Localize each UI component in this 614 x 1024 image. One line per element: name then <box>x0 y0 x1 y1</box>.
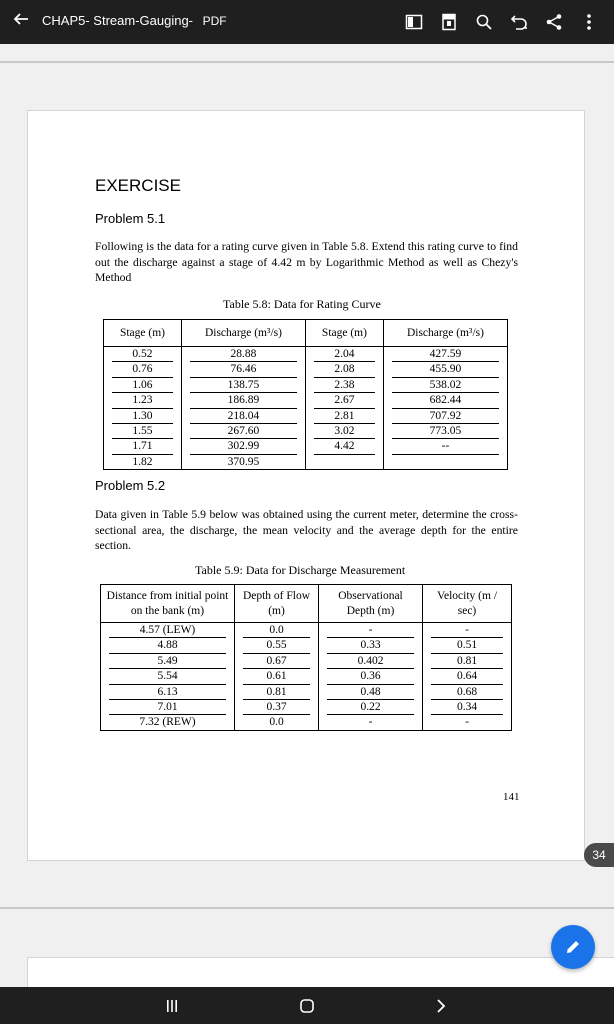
home-icon <box>299 998 315 1014</box>
cell-value: -- <box>392 439 499 454</box>
table-cell <box>181 362 305 377</box>
cell-value: 1.71 <box>112 439 173 454</box>
column-header: Depth of Flow (m) <box>235 585 319 623</box>
table-cell <box>181 424 305 439</box>
cell-value: - <box>431 623 503 638</box>
table-cell <box>104 362 182 377</box>
table-cell: 7.32 (REW) <box>101 715 235 730</box>
cell-value: 4.42 <box>314 439 375 454</box>
bookmark-icon[interactable] <box>431 10 466 34</box>
table-cell <box>319 700 423 715</box>
cell-value: 0.52 <box>112 347 173 362</box>
reading-mode-icon[interactable] <box>396 10 431 34</box>
column-header: Discharge (m³/s) <box>383 320 507 347</box>
table-row <box>104 439 508 454</box>
table-cell <box>383 424 507 439</box>
table-cell <box>305 409 383 424</box>
table-cell: 1.82 <box>104 455 182 470</box>
table-cell <box>235 685 319 700</box>
table-cell <box>383 362 507 377</box>
cell-value: 1.55 <box>112 424 173 439</box>
table-cell <box>383 455 507 470</box>
table-cell: 370.95 <box>181 455 305 470</box>
search-icon[interactable] <box>466 10 501 34</box>
cell-value: 2.81 <box>314 409 375 424</box>
table-row <box>104 424 508 439</box>
table-cell <box>104 424 182 439</box>
cell-value: 0.37 <box>243 700 310 715</box>
table-cell <box>101 638 235 653</box>
cell-value: 2.08 <box>314 362 375 377</box>
share-icon[interactable] <box>536 10 571 34</box>
table-cell <box>305 378 383 393</box>
table-row <box>104 409 508 424</box>
file-type: PDF <box>202 14 227 28</box>
cell-value: 0.0 <box>243 623 310 638</box>
cell-value: 4.88 <box>109 638 226 653</box>
table-cell <box>104 409 182 424</box>
cell-value: 773.05 <box>392 424 499 439</box>
table-cell <box>305 439 383 454</box>
table-cell <box>181 378 305 393</box>
cell-value: 0.33 <box>327 638 414 653</box>
cell-value: 0.36 <box>327 669 414 684</box>
table-cell <box>383 439 507 454</box>
table-cell <box>383 347 507 363</box>
table-cell <box>383 378 507 393</box>
cell-value: 0.68 <box>431 685 503 700</box>
table-row <box>101 638 512 653</box>
back-chevron-icon <box>435 998 447 1014</box>
column-header: Discharge (m³/s) <box>181 320 305 347</box>
cell-value: 1.30 <box>112 409 173 424</box>
table-cell <box>305 393 383 408</box>
cell-value: 6.13 <box>109 685 226 700</box>
cell-value: 28.88 <box>190 347 297 362</box>
cell-value: 2.38 <box>314 378 375 393</box>
table-cell <box>235 623 319 639</box>
cell-value: 682.44 <box>392 393 499 408</box>
table-cell <box>101 669 235 684</box>
table-cell <box>101 654 235 669</box>
rating-curve-table <box>103 319 508 470</box>
table-cell <box>101 700 235 715</box>
pencil-icon <box>564 938 582 956</box>
page-divider <box>0 61 614 63</box>
pdf-page[interactable] <box>27 110 585 861</box>
table-cell <box>319 623 423 639</box>
exercise-heading: EXERCISE <box>95 176 181 195</box>
table-cell <box>305 362 383 377</box>
table-cell <box>181 347 305 363</box>
cell-value: 0.51 <box>431 638 503 653</box>
table-header-row <box>101 585 512 623</box>
cell-value: 3.02 <box>314 424 375 439</box>
table-cell <box>235 700 319 715</box>
table-cell <box>101 685 235 700</box>
column-header: Stage (m) <box>305 320 383 347</box>
cell-value: 0.76 <box>112 362 173 377</box>
cell-value: 186.89 <box>190 393 297 408</box>
cell-value: 427.59 <box>392 347 499 362</box>
cell-value: 0.22 <box>327 700 414 715</box>
discharge-measurement-table <box>100 584 512 731</box>
table-row <box>104 393 508 408</box>
table-row <box>104 455 508 470</box>
problem-5-1-label: Problem 5.1 <box>95 211 166 226</box>
cell-value: 267.60 <box>190 424 297 439</box>
table-header-row <box>104 320 508 347</box>
cell-value: 538.02 <box>392 378 499 393</box>
table-cell <box>181 409 305 424</box>
cell-value: - <box>327 623 414 638</box>
edit-fab-button[interactable] <box>551 925 595 969</box>
table-row <box>101 654 512 669</box>
cell-value: 0.81 <box>243 685 310 700</box>
cell-value: 7.01 <box>109 700 226 715</box>
table-cell <box>423 623 512 639</box>
toolbar-actions <box>396 10 606 34</box>
cell-value: 0.48 <box>327 685 414 700</box>
app-bar <box>0 0 614 44</box>
recents-icon <box>165 999 179 1013</box>
table-cell: 0.0 <box>235 715 319 730</box>
table-cell <box>423 685 512 700</box>
table-cell <box>383 409 507 424</box>
cell-value: 0.64 <box>431 669 503 684</box>
table-row <box>101 685 512 700</box>
problem-5-2-label: Problem 5.2 <box>95 478 166 493</box>
table-cell <box>305 424 383 439</box>
undo-icon[interactable] <box>501 10 536 34</box>
table-row <box>104 378 508 393</box>
table-cell: - <box>423 715 512 730</box>
table-row <box>104 347 508 363</box>
document-title <box>42 13 227 28</box>
table-cell <box>423 638 512 653</box>
cell-value: 302.99 <box>190 439 297 454</box>
table-5-9-caption: Table 5.9: Data for Discharge Measurement <box>195 563 406 577</box>
back-arrow-icon[interactable] <box>12 10 30 33</box>
table-cell <box>101 623 235 639</box>
cell-value: 707.92 <box>392 409 499 424</box>
cell-value: 0.34 <box>431 700 503 715</box>
table-cell <box>235 638 319 653</box>
cell-value: 0.67 <box>243 654 310 669</box>
table-cell <box>423 700 512 715</box>
cell-value: 2.04 <box>314 347 375 362</box>
table-cell <box>319 669 423 684</box>
back-button[interactable] <box>421 995 461 1017</box>
table-row <box>101 623 512 639</box>
table-cell <box>104 439 182 454</box>
recents-button[interactable] <box>152 995 192 1017</box>
table-row <box>104 362 508 377</box>
file-name: CHAP5- Stream-Gauging- <box>42 13 193 28</box>
cell-value: 0.402 <box>327 654 414 669</box>
table-cell: - <box>319 715 423 730</box>
column-header: Velocity (m / sec) <box>423 585 512 623</box>
table-cell <box>383 393 507 408</box>
cell-value: 0.55 <box>243 638 310 653</box>
table-cell <box>235 669 319 684</box>
problem-5-2-text: Data given in Table 5.9 below was obtained using the current meter, determine the cross-sectional area, the discharge, the mean velocity and the average depth for the entire section. <box>95 508 518 552</box>
table-cell <box>305 347 383 363</box>
cell-value: 1.06 <box>112 378 173 393</box>
column-header: Distance from initial point on the bank (m) <box>101 585 235 623</box>
table-row <box>101 715 512 730</box>
table-cell <box>181 439 305 454</box>
table-cell <box>423 669 512 684</box>
page-indicator-badge: 34 <box>584 843 614 867</box>
column-header: Observational Depth (m) <box>319 585 423 623</box>
table-cell <box>423 654 512 669</box>
cell-value: 0.81 <box>431 654 503 669</box>
system-nav-bar <box>0 987 614 1024</box>
cell-value: 5.49 <box>109 654 226 669</box>
home-button[interactable] <box>287 995 327 1017</box>
table-cell <box>305 455 383 470</box>
table-cell <box>319 685 423 700</box>
table-row <box>101 700 512 715</box>
table-row <box>101 669 512 684</box>
cell-value: 1.23 <box>112 393 173 408</box>
cell-value: 76.46 <box>190 362 297 377</box>
cell-value: 455.90 <box>392 362 499 377</box>
table-cell <box>104 347 182 363</box>
cell-value: 2.67 <box>314 393 375 408</box>
table-cell <box>319 638 423 653</box>
cell-value: 0.61 <box>243 669 310 684</box>
problem-5-1-text: Following is the data for a rating curve given in Table 5.8. Extend this rating curve to find out the discharge against a stage of 4.42 m by Logarithmic Method as well as Chezy's Method <box>95 240 518 284</box>
cell-value: 5.54 <box>109 669 226 684</box>
page-number: 141 <box>503 791 520 803</box>
more-vert-icon[interactable] <box>571 10 606 34</box>
table-cell <box>235 654 319 669</box>
table-cell <box>104 378 182 393</box>
table-cell <box>181 393 305 408</box>
table-cell <box>319 654 423 669</box>
page-divider <box>0 907 614 909</box>
cell-value: 138.75 <box>190 378 297 393</box>
cell-value: 218.04 <box>190 409 297 424</box>
table-5-8-caption: Table 5.8: Data for Rating Curve <box>223 297 381 311</box>
cell-value: 4.57 (LEW) <box>109 623 226 638</box>
table-cell <box>104 393 182 408</box>
column-header: Stage (m) <box>104 320 182 347</box>
